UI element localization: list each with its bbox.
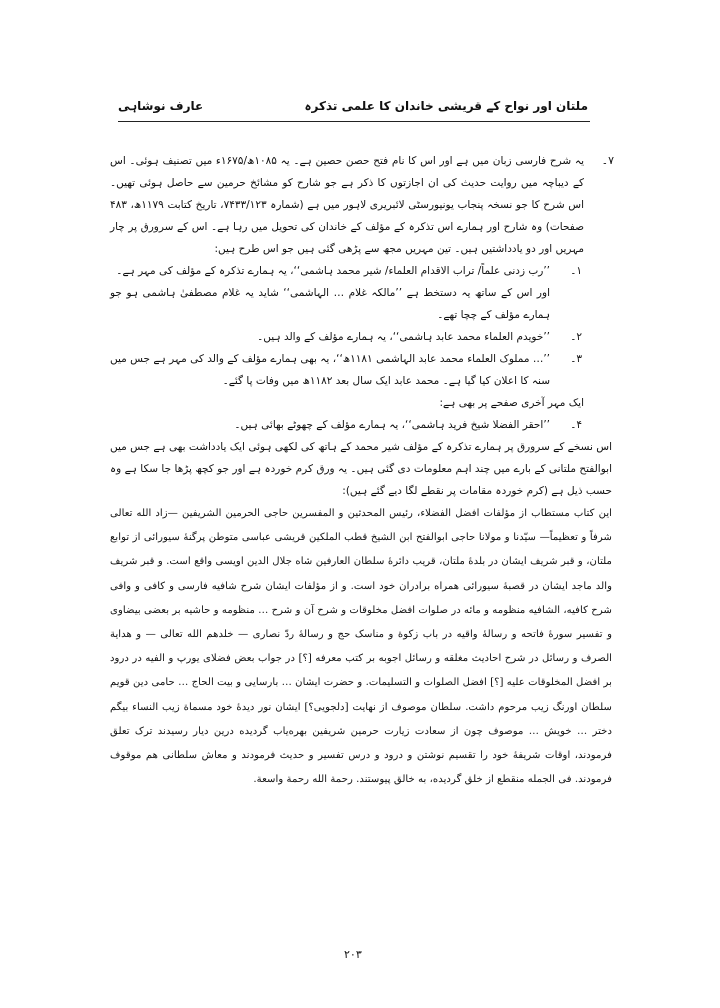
page-number: ۲۰۳ — [344, 948, 362, 961]
running-title: ملتان اور نواح کے قریشی خاندان کا علمی تذکرہ — [304, 99, 588, 113]
running-header — [118, 99, 588, 121]
last-page-note: ایک مہر آخری صفحے پر بھی ہے: — [439, 397, 584, 409]
seal-item-1-note — [110, 282, 612, 326]
seal-item-3 — [110, 348, 612, 392]
seal-item-4 — [110, 414, 612, 436]
seal-text: اور اس کے ساتھ یہ دستخط ہے ’’مالکہ غلام … الہاشمی‘‘ شاید یہ غلام مصطفیٰ ہاشمی ہو جو ہمارے مؤلف کے چچا تھے۔ — [110, 287, 550, 321]
intro-paragraph: اس نسخے کے سرورق پر ہمارے تذکرہ کے مؤلف شیر محمد کے ہاتھ کی لکھی ہوئی ایک یادداشت بھی ہے جس میں ابوالفتح ملتانی کے بارے میں چند اہم معلومات دی گئی ہیں۔ یہ ورق کرم خوردہ ہے اور جو کچھ پڑھا جا سکا ہے وہ حسب ذیل ہے (کرم خوردہ مقامات پر نقطے لگا دیے گئے ہیں): — [110, 441, 612, 497]
seal-item-2 — [110, 326, 612, 348]
seal-number: ۲۔ — [570, 331, 582, 343]
persian-quotation: این کتاب مستطاب از مؤلفات افضل الفضلاء، رئیس المحدثین و المفسرین حاجی الحرمین الشریفین —زاد الله تعالی شرفاً و تعظیماً— سیّدنا و مولانا حاجی ابوالفتح ابن الشیخ قطب الملکین قریشی عباسی متوطن پرگنهٔ سیورائی از توابع ملتان، و قبر شریف ایشان در بلدهٔ ملتان، قریب دائرهٔ سلطان العارفین شاه جلال الدین اویسی واقع است. و قبر شریف والد ماجد ایشان در قصبهٔ سیورائی همراه برادران خود است. و از مؤلفات ایشان شرح شافیه فارسی و کافی و وافی شرح کافیه، الشافیه منظومه و مائه در صلوات افضل مخلوقات و شرح آن و شرح … منظومه و حاشیه بر بعضی بیضاوی و تفسیر سورهٔ فاتحه و رسالهٔ واقیه در باب زکوة و مناسک حج و رسالهٔ ردّ نصاری — خلدهم الله تعالی — و هدایة الصرف و رسائل در شرح احادیث مغلقه و رسائل اجوبه بر کتب معرفه [؟] در جواب بعض فضلای یورپ و الفیه در درود بر افضل المخلوقات علیه [؟] افضل الصلوات و التسلیمات. و حضرت ایشان … بارسایی و بیت الحاج … حامی دین قویم سلطان اورنگ زیب مرحوم داشت. سلطان موصوف از نهایت [دلجویی؟] ایشان نور دیدهٔ خود مسماة زیب النساء بیگم دختر … خویش … موصوف چون از سعادت زیارت حرمین شریفین بهره‌یاب گردیده درین دیار رسیدند ترک تعلق فرمودند، اوقات شریفهٔ خود را تقسیم نوشتن و درود و درس تفسیر و حدیث فرمودند و معاش سلطانی هم موقوف فرمودند. فی الجمله منقطع از خلق گردیده، به خالق پیوستند. رحمة الله رحمة واسعة. — [110, 508, 612, 786]
seal-text: ’’… مملوک العلماء محمد عابد الہاشمی ۱۱۸۱ھ‘‘، یہ بھی ہمارے مؤلف کے والد کی مہر ہے جس میں سنہ کا اعلان کیا گیا ہے۔ محمد عابد ایک سال بعد ۱۱۸۲ھ میں وفات پا گئے۔ — [110, 353, 550, 387]
seal-item-1 — [110, 260, 612, 282]
running-author: عارف نوشاہی — [118, 99, 204, 113]
header-rule — [118, 121, 590, 122]
seal-text: ’’رب زدنی علماً/ تراب الاقدام العلماء/ شیر محمد ہاشمی‘‘، یہ ہمارے تذکرہ کے مؤلف کی مہر ہے۔ — [116, 265, 550, 277]
item-number: ۷۔ — [601, 154, 614, 167]
seal-number: ۳۔ — [570, 353, 582, 365]
item-7-text: یہ شرح فارسی زبان میں ہے اور اس کا نام فتح حصن حصین ہے۔ یہ ۱۰۸۵ھ/۱۶۷۵ء میں تصنیف ہوئی۔ اس کے دیباچہ میں روایت حدیث کی ان اجازتوں کا ذکر ہے جو شارح کو مشائخ حرمین سے حاصل ہوئی تھیں۔ اس شرح کا جو نسخہ پنجاب یونیورسٹی لائبریری لاہور میں ہے (شمارہ ۷۴۳۳/۱۲۳، تاریخ کتابت ۱۱۷۹ھ، ۴۸۳ صفحات) وہ شارح اور ہمارے اس تذکرہ کے مؤلف کے خاندان کی تحویل میں رہا ہے۔ اس کے سرورق پر چار مہریں اور دو یادداشتیں ہیں۔ تین مہریں مجھ سے پڑھی گئی ہیں جو اس طرح ہیں: — [110, 155, 584, 255]
seal-text: ’’احقر الفضلا شیخ فرید ہاشمی‘‘، یہ ہمارے مؤلف کے چھوٹے بھائی ہیں۔ — [234, 419, 550, 431]
seal-number: ۱۔ — [570, 265, 582, 277]
item-7-paragraph — [110, 150, 612, 260]
main-text — [110, 150, 612, 792]
seal-number: ۴۔ — [570, 419, 582, 431]
seal-text: ’’خویدم العلماء محمد عابد ہاشمی‘‘، یہ ہمارے مؤلف کے والد ہیں۔ — [257, 331, 550, 343]
